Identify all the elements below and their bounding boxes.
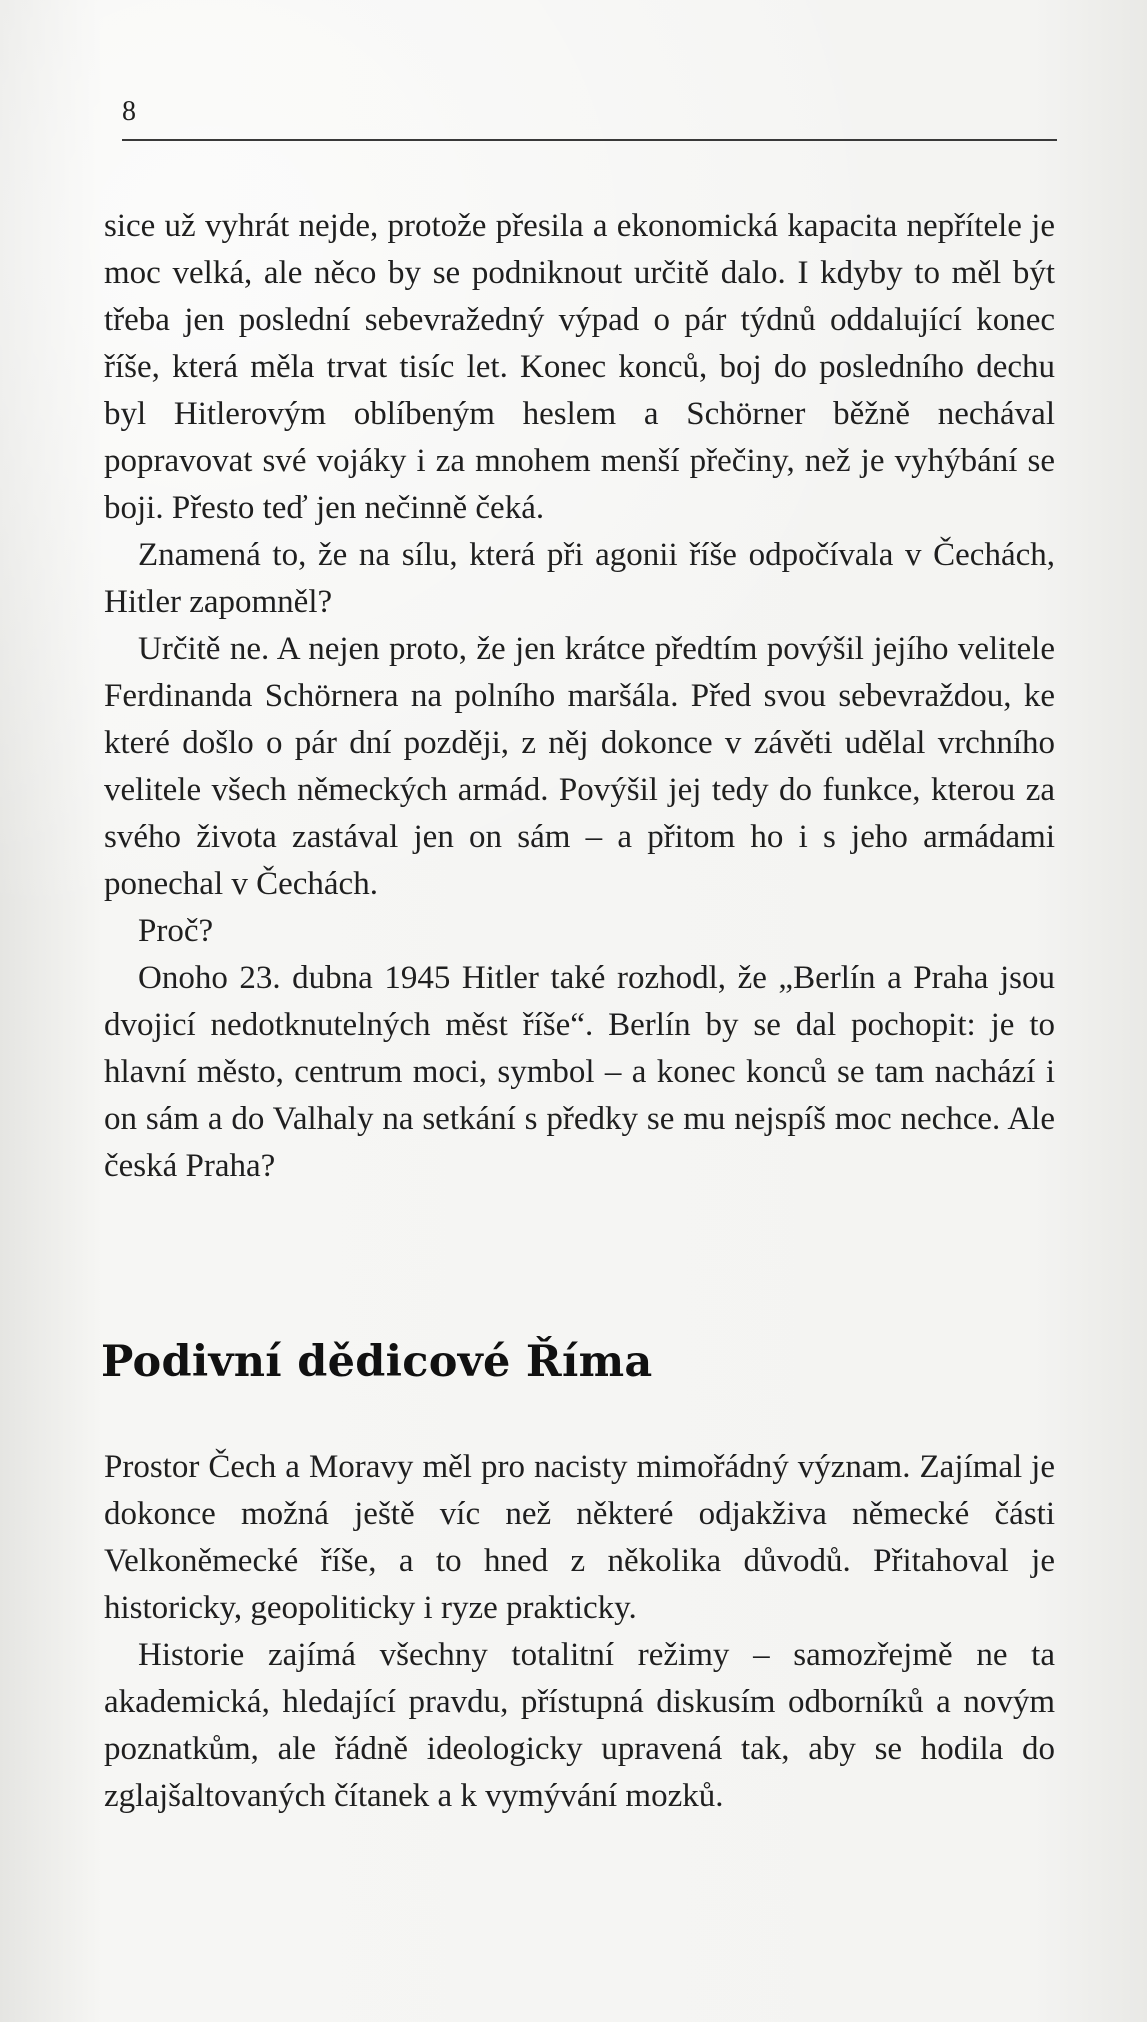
section-paragraph-2: Historie zajímá všechny totalitní režimy – samozřejmě ne ta akademická, hledající pravdu, přístupná diskusím odborníků a novým poznatkům, ale řádně ideologicky upravená tak, aby se hodila do zglajšaltovaných čítanek a k vymývání mozků. bbox=[104, 1637, 1055, 1814]
paragraph-question: Znamená to, že na sílu, která při agonii říše odpočívala v Čechách, Hitler zapomněl? bbox=[104, 537, 1055, 620]
header-rule bbox=[122, 139, 1057, 141]
body-text bbox=[101, 203, 1055, 1820]
paragraph-answer: Určitě ne. A nejen proto, že jen krátce předtím povýšil jejího velitele Ferdinanda Schörnera na polního maršála. Před svou sebevraždou, ke které došlo o pár dní později, z něj dokonce v závěti udělal vrchního velitele všech německých armád. Povýšil jej tedy do funkce, kterou za svého života zastával jen on sám – a přitom ho i s jeho armádami ponechal v Čechách. bbox=[104, 631, 1055, 902]
title-spacing bbox=[104, 1390, 1055, 1444]
section-paragraph-1: Prostor Čech a Moravy měl pro nacisty mimořádný význam. Zajímal je dokonce možná ještě víc než některé odjakživa německé části Velkoněmecké říše, a to hned z několika důvodů. Přitahoval je historicky, geopoliticky i ryze prakticky. bbox=[104, 1449, 1055, 1626]
paragraph-berlin-prague: Onoho 23. dubna 1945 Hitler také rozhodl, že „Berlín a Praha jsou dvojicí nedotknutelných měst říše“. Berlín by se dal pochopit: je to hlavní město, centrum moci, symbol – a konec konců se tam nachází i on sám a do Valhaly na setkání s předky se mu nejspíš moc nechce. Ale česká Praha? bbox=[104, 960, 1055, 1184]
paragraph-continuation: sice už vyhrát nejde, protože přesila a ekonomická kapacita nepřítele je moc velká, ale něco by se podniknout určitě dalo. I kdyby to měl být třeba jen poslední sebevražedný výpad o pár týdnů oddalující konec říše, která měla trvat tisíc let. Konec konců, boj do posledního dechu byl Hitlerovým oblíbeným heslem a Schörner běžně nechával popravovat své vojáky i za mnohem menší přečiny, než je vyhýbání se boji. Přesto teď jen nečinně čeká. bbox=[104, 208, 1055, 526]
section-title: Podivní dědicové Říma bbox=[101, 1337, 653, 1387]
paragraph-short-question: Proč? bbox=[138, 913, 214, 949]
page-header bbox=[122, 96, 1057, 142]
page-number: 8 bbox=[122, 96, 136, 127]
section-spacing bbox=[104, 1190, 1055, 1334]
